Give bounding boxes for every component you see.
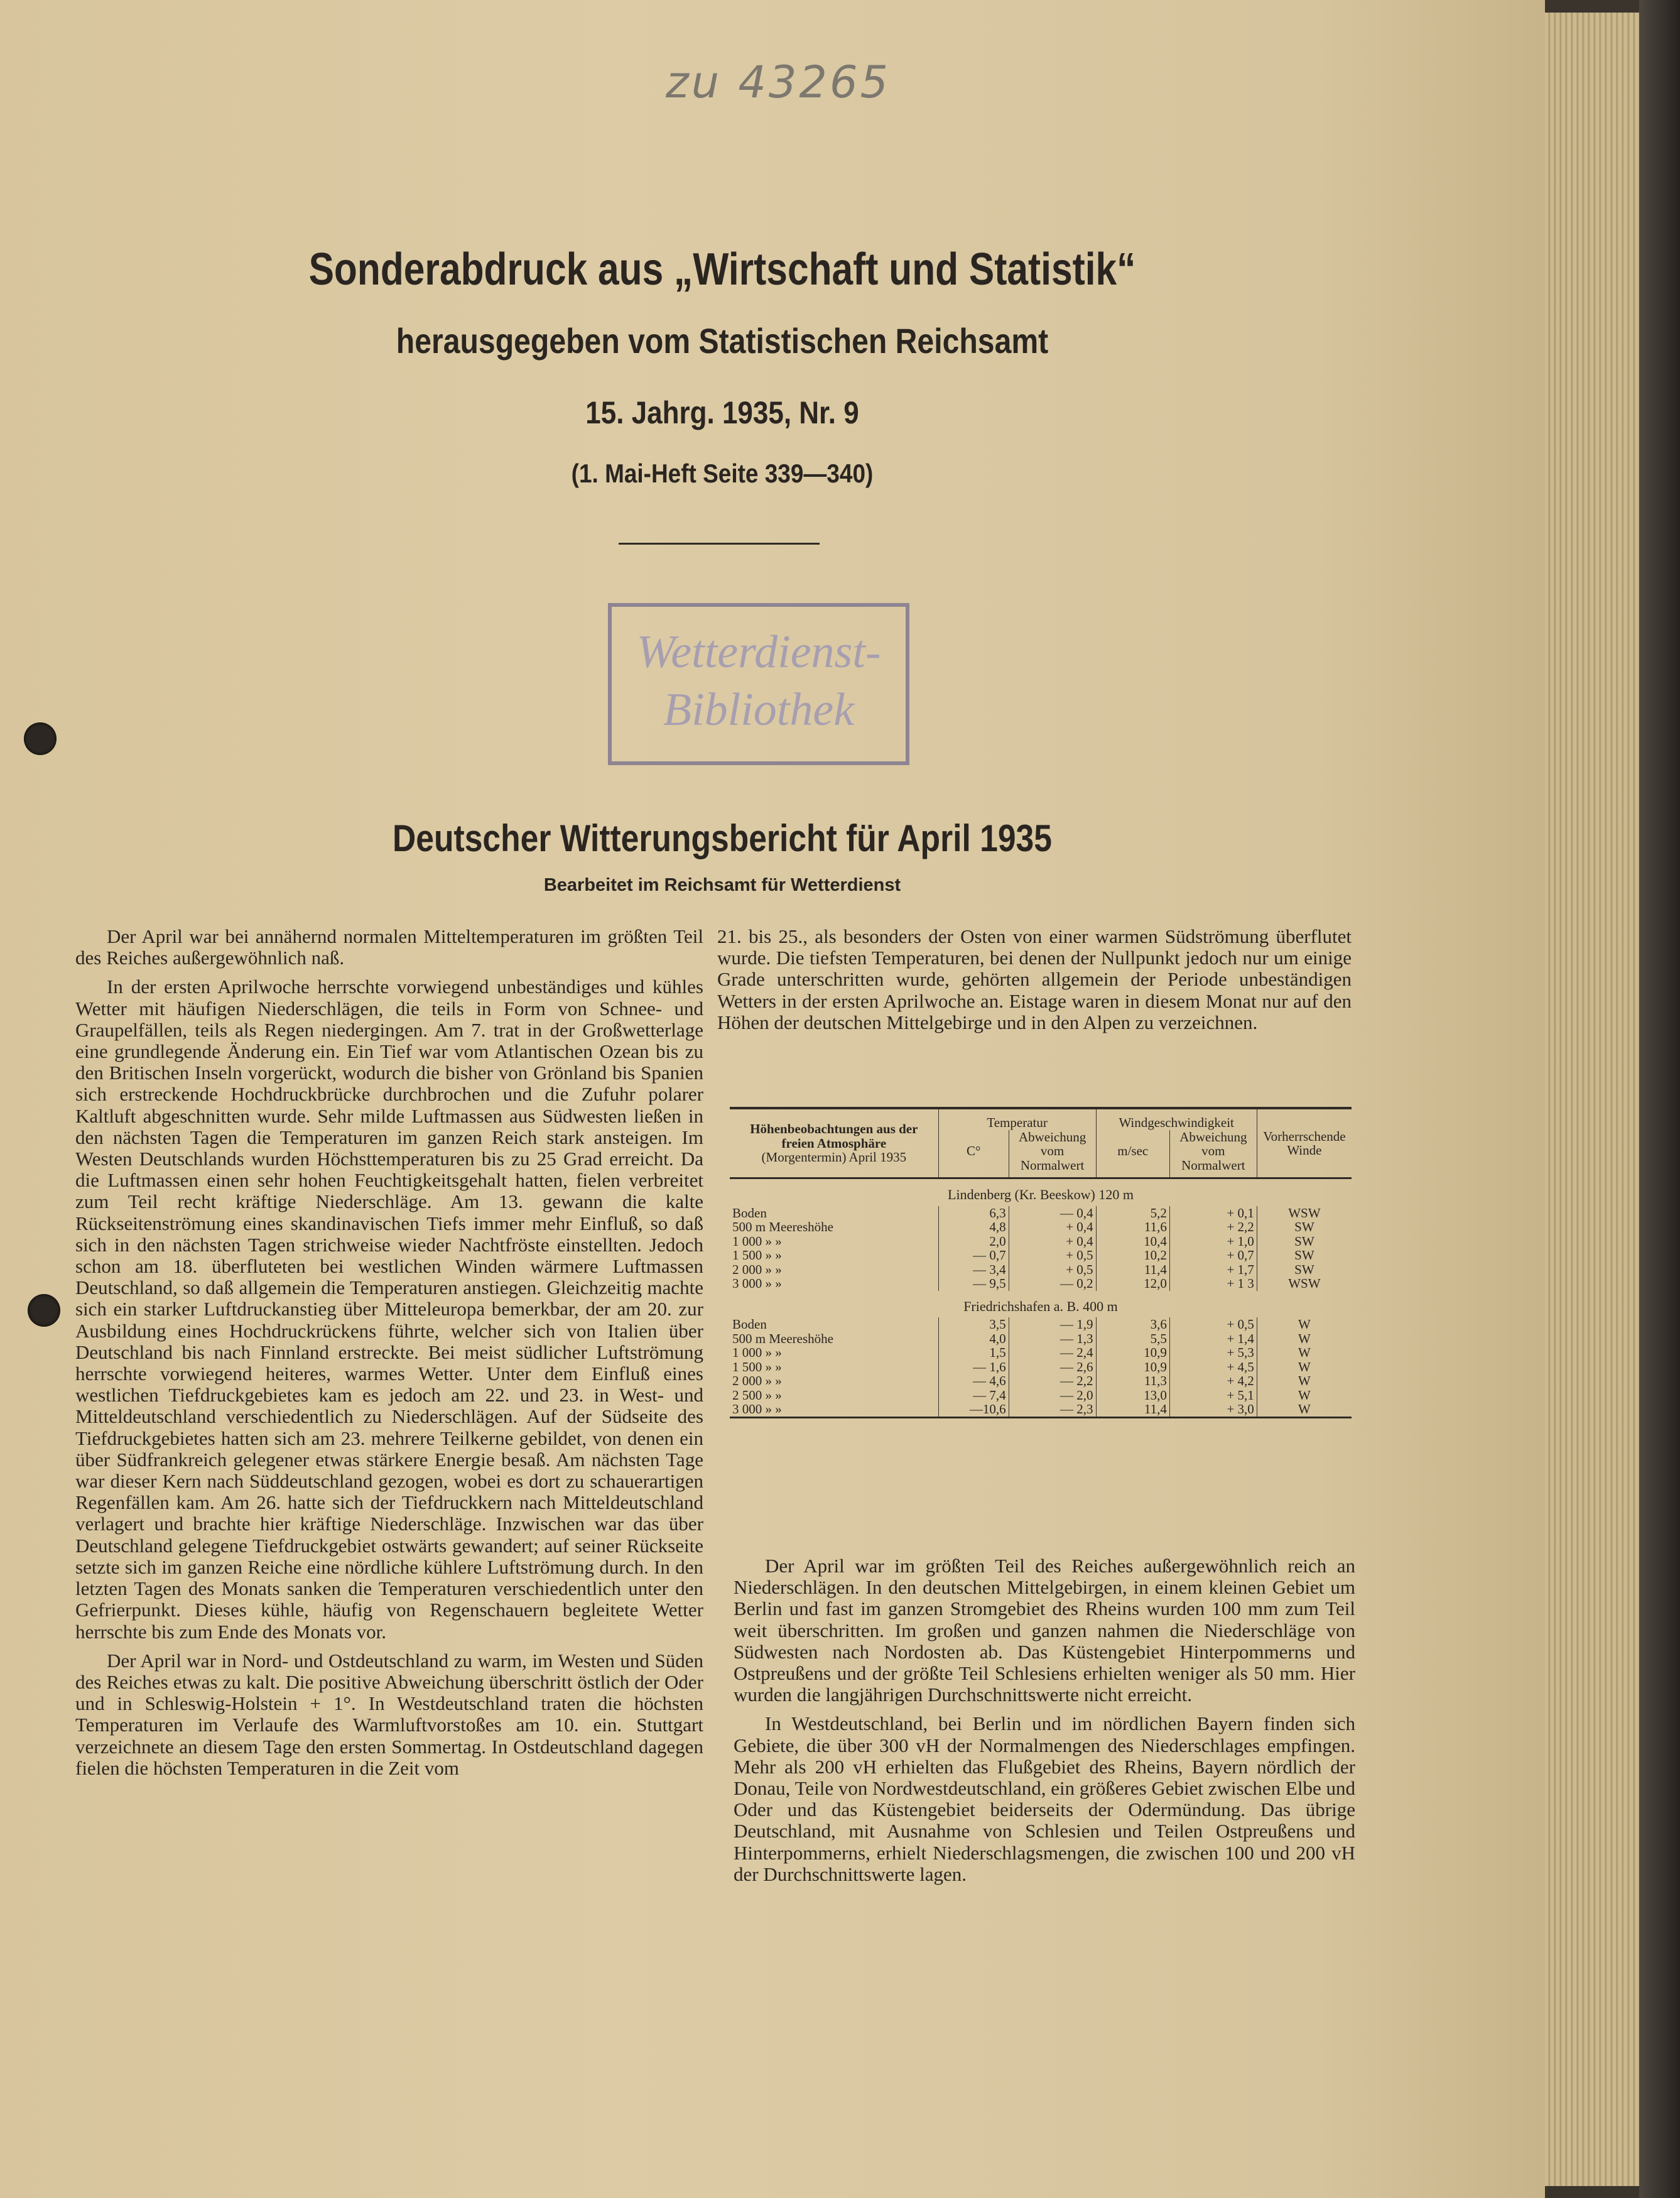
paragraph: In Westdeutschland, bei Berlin und im nördlichen Bayern finden sich Gebiete, die über 300 vH der Normalmengen des Niederschlages empfingen. Mehr als 200 vH erhielten das Flußgebiet des Rheins, Bayern nördlich der Donau, Teile von Nordwestdeutschland, ein größeres Gebiet zwischen Elbe und Oder und das Küstengebiet beiderseits der Odermündung. Das übrige Deutschland, mit Ausnahme von Schlesien und Teilen Ostpreußens und Hinterpommerns, erhielt Niederschlagsmengen, die zwischen 100 und 200 vH der Durchschnittswerte lagen. xyxy=(734,1712,1355,1885)
page-edges xyxy=(1545,13,1639,2186)
cell-temp: 1,5 xyxy=(938,1346,1009,1360)
cell-ws: 11,4 xyxy=(1096,1263,1169,1277)
cell-temp: 4,0 xyxy=(938,1332,1009,1346)
cell-temp: — 1,6 xyxy=(938,1360,1009,1374)
cell-wdev: + 5,3 xyxy=(1169,1346,1257,1360)
cell-label: Boden xyxy=(732,1205,767,1221)
cell-tdev: + 0,5 xyxy=(1009,1263,1096,1277)
cell-tdev: + 0,4 xyxy=(1009,1234,1096,1249)
punch-hole-upper xyxy=(24,722,57,755)
cell-temp: — 9,5 xyxy=(938,1276,1009,1291)
cell-tdev: — 0,4 xyxy=(1009,1206,1096,1221)
paragraph: Der April war im größten Teil des Reiches außergewöhnlich reich an Niederschlägen. In den deutschen Mittelgebirgen, in einem kleinen Gebiet um Berlin und fast im ganzen Stromgebiet des Rheins wurden 100 mm zum Teil weit überschritten. Im großen und ganzen nahmen die Niederschläge von Südwesten nach Nordosten ab. Das Küstengebiet Hinterpommerns und Ostpreußens und der größte Teil Schlesiens erhielten weniger als 50 mm. Hier wurden die langjährigen Durchschnittswerte nicht erreicht. xyxy=(734,1555,1355,1706)
cell-ws: 10,2 xyxy=(1096,1248,1169,1263)
cell-temp: —10,6 xyxy=(938,1402,1009,1417)
paragraph: 21. bis 25., als besonders der Osten von einer warmen Südströmung überflutet wurde. Die tiefsten Temperaturen, bei denen der Nullpunkt jedoch nur um einige Grade unterschritten wurde, gehörten allgemein der Periode unbeständigen Wetters in der ersten Aprilwoche an. Eistage waren in diesem Monat nur auf den Höhen der deutschen Mittelgebirge und in den Alpen zu verzeichnen. xyxy=(717,925,1352,1033)
cell-label: 2 000 » » xyxy=(732,1261,782,1277)
cell-label: 3 000 » » xyxy=(732,1276,782,1291)
table-row xyxy=(730,1388,1352,1403)
cell-wdev: + 1,7 xyxy=(1169,1263,1257,1277)
cell-ws: 5,2 xyxy=(1096,1206,1169,1221)
cell-wdev: + 2,2 xyxy=(1169,1220,1257,1234)
stamp-line-2: Bibliothek xyxy=(663,684,855,736)
station-heading xyxy=(730,1291,1352,1318)
cell-ws: 13,0 xyxy=(1096,1388,1169,1403)
cell-dir: WSW xyxy=(1257,1276,1352,1291)
cell-label: 1 000 » » xyxy=(732,1345,782,1360)
table-row xyxy=(730,1263,1352,1277)
page-range: (1. Mai-Heft Seite 339—340) xyxy=(571,459,874,488)
issue-line: 15. Jahrg. 1935, Nr. 9 xyxy=(585,395,859,430)
binder-cover xyxy=(1639,0,1680,2198)
punch-hole-lower xyxy=(28,1294,60,1327)
cell-dir: WSW xyxy=(1257,1206,1352,1221)
cell-dir: W xyxy=(1257,1317,1352,1332)
cell-tdev: — 1,9 xyxy=(1009,1317,1096,1332)
altitude-observation-table xyxy=(730,1107,1352,1418)
article-title: Deutscher Witterungsbericht für April 1935 xyxy=(393,817,1052,859)
cell-label: 3 000 » » xyxy=(732,1401,782,1417)
table-header-observations: Höhenbeobachtungen aus der freien Atmosphäre (Morgentermin) April 1935 xyxy=(750,1121,918,1165)
cell-dir: SW xyxy=(1257,1220,1352,1234)
table-row xyxy=(730,1332,1352,1346)
cell-tdev: + 0,5 xyxy=(1009,1248,1096,1263)
cell-wdev: + 0,5 xyxy=(1169,1317,1257,1332)
article-subtitle: Bearbeitet im Reichsamt für Wetterdienst xyxy=(543,875,901,895)
cell-dir: SW xyxy=(1257,1248,1352,1263)
cell-wdev: + 4,5 xyxy=(1169,1360,1257,1374)
cell-tdev: — 2,0 xyxy=(1009,1388,1096,1403)
cell-tdev: — 1,3 xyxy=(1009,1332,1096,1346)
left-column xyxy=(75,926,703,1787)
table-row xyxy=(730,1402,1352,1417)
cell-wdev: + 1,4 xyxy=(1169,1332,1257,1346)
cell-wdev: + 5,1 xyxy=(1169,1388,1257,1403)
cell-temp: 4,8 xyxy=(938,1220,1009,1234)
reprint-title: Sonderabdruck aus „Wirtschaft und Statistik“ xyxy=(308,244,1136,295)
cell-ws: 11,4 xyxy=(1096,1402,1169,1417)
cell-temp: — 7,4 xyxy=(938,1388,1009,1403)
cell-dir: W xyxy=(1257,1388,1352,1403)
cell-wdev: + 1 3 xyxy=(1169,1276,1257,1291)
cell-ws: 3,6 xyxy=(1096,1317,1169,1332)
table-row xyxy=(730,1346,1352,1360)
cell-ws: 11,6 xyxy=(1096,1220,1169,1234)
publisher-line: herausgegeben vom Statistischen Reichsamt xyxy=(396,321,1049,361)
table-header-msec: m/sec xyxy=(1096,1130,1169,1178)
cell-dir: W xyxy=(1257,1346,1352,1360)
archive-handwritten-note: zu 43265 xyxy=(666,57,891,108)
cell-temp: 2,0 xyxy=(938,1234,1009,1249)
cell-ws: 10,9 xyxy=(1096,1360,1169,1374)
cell-wdev: + 1,0 xyxy=(1169,1234,1257,1249)
cell-ws: 12,0 xyxy=(1096,1276,1169,1291)
cell-tdev: + 0,4 xyxy=(1009,1220,1096,1234)
table-row xyxy=(730,1374,1352,1388)
library-stamp xyxy=(608,603,909,765)
cell-temp: 6,3 xyxy=(938,1206,1009,1221)
paragraph: Der April war bei annähernd normalen Mitteltemperaturen im größten Teil des Reiches außergewöhnlich naß. xyxy=(75,925,703,969)
cell-dir: W xyxy=(1257,1360,1352,1374)
cell-ws: 11,3 xyxy=(1096,1374,1169,1388)
table-header-temp-deviation: Abweichung vom Normalwert xyxy=(1009,1130,1096,1178)
paragraph: Der April war in Nord- und Ostdeutschland zu warm, im Westen und Süden des Reiches etwas zu kalt. Die positive Abweichung überschritt östlich der Oder und in Schleswig-Holstein + 1°. In Westdeutschland traten die höchsten Temperaturen im Verlaufe des Warmluftvorstoßes am 10. ein. Stuttgart verzeichnete an diesem Tage den ersten Sommertag. In Ostdeutschland dagegen fielen die höchsten Temperaturen in die Zeit vom xyxy=(75,1649,703,1779)
table-header-windspeed: Windgeschwindigkeit xyxy=(1096,1109,1257,1130)
cell-ws: 10,4 xyxy=(1096,1234,1169,1249)
cell-tdev: — 0,2 xyxy=(1009,1276,1096,1291)
cell-tdev: — 2,4 xyxy=(1009,1346,1096,1360)
table-body xyxy=(730,1179,1352,1417)
right-column-top xyxy=(717,926,1352,1041)
cell-label: 500 m Meereshöhe xyxy=(732,1219,833,1234)
cell-wdev: + 4,2 xyxy=(1169,1374,1257,1388)
cell-wdev: + 0,1 xyxy=(1169,1206,1257,1221)
cell-label: 2 000 » » xyxy=(732,1373,782,1388)
table-row xyxy=(730,1220,1352,1234)
table-header-celsius: C° xyxy=(938,1130,1009,1178)
cell-label: Boden xyxy=(732,1317,767,1332)
table-row xyxy=(730,1234,1352,1249)
cell-wdev: + 0,7 xyxy=(1169,1248,1257,1263)
cell-ws: 10,9 xyxy=(1096,1346,1169,1360)
cell-label: 500 m Meereshöhe xyxy=(732,1330,833,1346)
table-row xyxy=(730,1360,1352,1374)
cell-label: 1 000 » » xyxy=(732,1233,782,1249)
cell-dir: W xyxy=(1257,1402,1352,1417)
header-rule xyxy=(619,543,820,545)
paragraph: In der ersten Aprilwoche herrschte vorwiegend unbeständiges und kühles Wetter mit häufigen Niederschlägen, die teils in Form von Schnee- und Graupelfällen, teils als Regen niedergingen. Am 7. trat in der Großwetterlage eine grundlegende Änderung ein. Ein Tief war vom Atlantischen Ozean bis zu den Britischen Inseln vorgerückt, wodurch die bisher von Grönland bis Spanien sich erstreckende Hochdruckbrücke durchbrochen und die Zufuhr polarer Kaltluft abgeschnitten wurde. Sehr milde Luftmassen aus Südwesten ließen in den nächsten Tagen die Temperaturen im ganzen Reich stark ansteigen. Im Westen Deutschlands wurden Höchsttemperaturen bis zu 25 Grad erreicht. Da die Luftmassen einen sehr hohen Feuchtigkeitsgehalt hatten, fielen verbreitet zum Teil recht kräftige Niederschläge. Am 13. gewann die kalte Rückseitenströmung eines skandinavischen Tiefs immer mehr Einfluß, so daß sich in den nächsten Tagen strichweise wieder Nachtfröste einstellten. Jedoch schon am 18. überfluteten bei westlichen Winden wärmere Luftmassen Deutschland, so daß allgemein die Temperaturen anstiegen. Gleichzeitig machte sich ein starker Luftdruckanstieg über Mitteleuropa bemerkbar, der am 20. zur Ausbildung eines Hochdruckrückens führte, welcher sich von Italien über Deutschland bis nach Finnland erstreckte. Bei meist südlicher Luftströmung herrschte vorwiegend heiteres, warmes Wetter. Unter dem Einfluß eines westlichen Tiefdruckgebietes kam es jedoch am 22. und 23. in West- und Mitteldeutschland verschiedentlich zu Niederschlägen. Auf der Südseite des Tiefdruckgebietes hatten sich am 23. mehrere Teilkerne gebildet, von denen ein über Südfrankreich gelegener etwas stärkere Energie besaß. Am nächsten Tage war dieser Kern nach Süddeutschland gezogen, wobei es dort zu schauerartigen Regenfällen kam. Am 26. hatte sich der Tiefdruckkern nach Mitteldeutschland verlagert und brachte hier kräftige Niederschläge. Inzwischen war das über Deutschland gelegene Tiefdruckgebiet ostwärts gewandert; auf seiner Rückseite setzte sich im ganzen Reiche eine nördliche kühlere Luftströmung durch. In den letzten Tagen des Monats sanken die Temperaturen verschiedentlich unter den Gefrierpunkt. Dieses kühle, häufig von Regenschauern begleitete Wetter herrschte bis zum Ende des Monats vor. xyxy=(75,976,703,1643)
table-header-wind-deviation: Abweichung vom Normalwert xyxy=(1169,1130,1257,1178)
cell-temp: 3,5 xyxy=(938,1317,1009,1332)
stamp-line-1: Wetterdienst- xyxy=(636,626,881,678)
station-heading xyxy=(730,1179,1352,1206)
cell-wdev: + 3,0 xyxy=(1169,1402,1257,1417)
cell-temp: — 3,4 xyxy=(938,1263,1009,1277)
table-header-temperature: Temperatur xyxy=(938,1109,1096,1130)
table-row xyxy=(730,1317,1352,1332)
cell-tdev: — 2,2 xyxy=(1009,1374,1096,1388)
cell-label: 1 500 » » xyxy=(732,1248,782,1263)
cell-dir: SW xyxy=(1257,1234,1352,1249)
station-name: Friedrichshafen a. B. 400 m xyxy=(963,1298,1118,1314)
cell-label: 2 500 » » xyxy=(732,1387,782,1403)
station-name: Lindenberg (Kr. Beeskow) 120 m xyxy=(948,1187,1134,1202)
cell-dir: W xyxy=(1257,1374,1352,1388)
right-column-bottom xyxy=(734,1555,1355,1893)
table-row xyxy=(730,1206,1352,1221)
cell-tdev: — 2,6 xyxy=(1009,1360,1096,1374)
cell-label: 1 500 » » xyxy=(732,1359,782,1374)
cell-dir: SW xyxy=(1257,1263,1352,1277)
cell-temp: — 4,6 xyxy=(938,1374,1009,1388)
cell-ws: 5,5 xyxy=(1096,1332,1169,1346)
cell-tdev: — 2,3 xyxy=(1009,1402,1096,1417)
table-header-prevailing-winds: Vorherrschende Winde xyxy=(1257,1109,1352,1178)
table-row xyxy=(730,1276,1352,1291)
cell-temp: — 0,7 xyxy=(938,1248,1009,1263)
cell-dir: W xyxy=(1257,1332,1352,1346)
table-row xyxy=(730,1248,1352,1263)
